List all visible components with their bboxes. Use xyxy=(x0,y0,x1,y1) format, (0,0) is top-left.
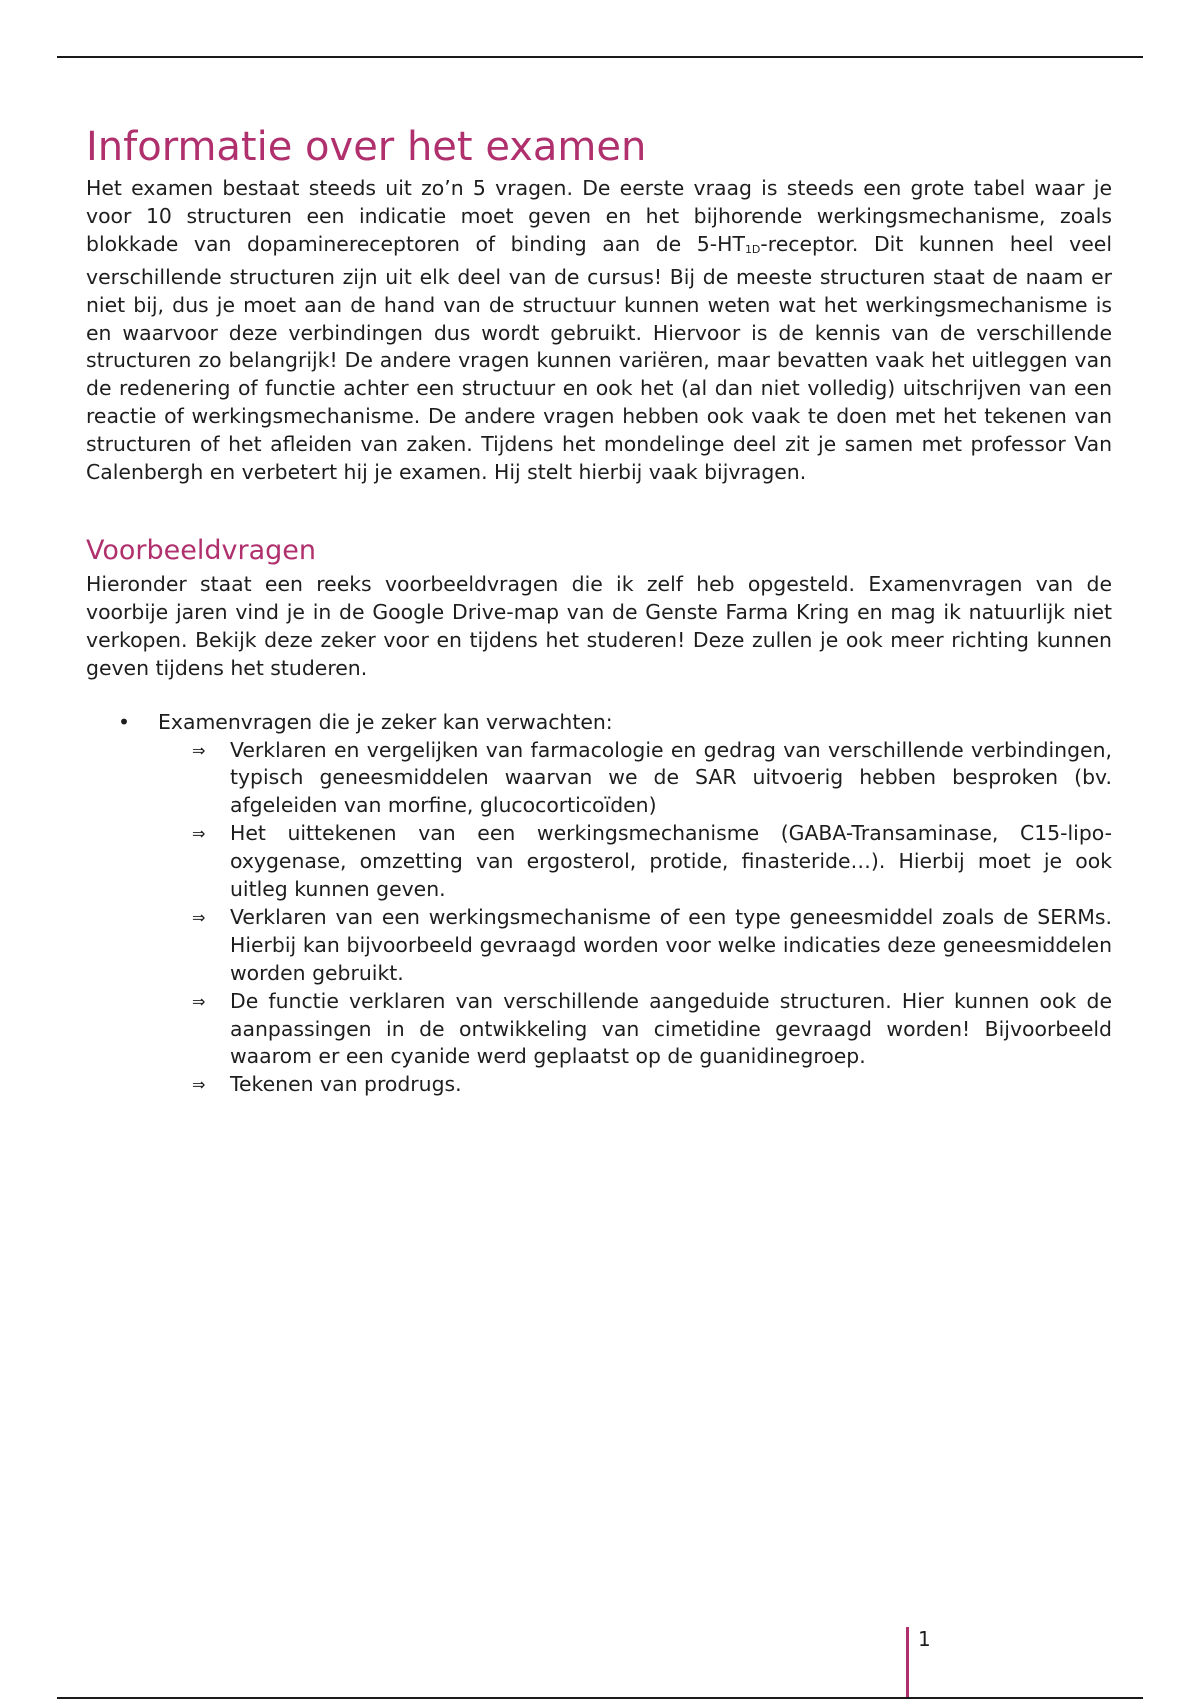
sub-list xyxy=(158,737,1112,1100)
sub-item-text: Het uittekenen van een werkingsmechanisme (GABA-Transaminase, C15-lipo-oxygenase, omzetting van ergosterol, protide, finasteride…). Hierbij moet je ook uitleg kunnen geven. xyxy=(230,821,1112,902)
sub-item-text: Verklaren en vergelijken van farmacologie en gedrag van verschillende verbindingen, typisch geneesmiddelen waarvan we de SAR uitvoerig hebben besproken (bv. afgeleiden van morfine, glucocorticoïden) xyxy=(230,737,1112,818)
sub-item-text: Tekenen van prodrugs. xyxy=(230,1072,462,1097)
sub-list-item xyxy=(158,820,1112,904)
arrow-right-icon: ⇒ xyxy=(192,991,206,1011)
bullet-item xyxy=(86,709,1112,1100)
bullet-dot-icon: • xyxy=(118,709,131,734)
bullet-text: Examenvragen die je zeker kan verwachten: xyxy=(158,709,613,734)
footer-accent-bar xyxy=(906,1627,909,1697)
sub-list-item xyxy=(158,737,1112,821)
page-title: Informatie over het examen xyxy=(86,124,647,170)
intro-paragraph xyxy=(86,175,1112,487)
receptor-subscript: 1D xyxy=(744,242,761,256)
sub-list-item xyxy=(158,988,1112,1072)
section-heading: Voorbeeldvragen xyxy=(86,534,317,566)
sub-list-item xyxy=(158,1071,1112,1099)
page-content xyxy=(86,119,1112,1099)
intro-text-part-2: -receptor. Dit kunnen heel veel verschillende structuren zijn uit elk deel van de cursus! Bij de meeste structuren staat de naam er niet bij, dus je moet aan de hand van de structuur kunnen weten wat het werkingsmechanisme is en waarvoor deze verbindingen dus wordt gebruikt. Hiervoor is de kennis van de verschillende structuren zo belangrijk! De andere vragen kunnen variëren, maar bevatten vaak het uitleggen van de redenering of functie achter een structuur en ook het (al dan niet volledig) uitschrijven van een reactie of werkingsmechanisme. De andere vragen hebben ook vaak te doen met het tekenen van structuren of het afleiden van zaken. Tijdens het mondelinge deel zit je samen met professor Van Calenbergh en verbetert hij je examen. Hij stelt hierbij vaak bijvragen. xyxy=(86,231,1112,485)
sub-item-text: De functie verklaren van verschillende aangeduide structuren. Hier kunnen ook de aanpassingen in de ontwikkeling van cimetidine gevraagd worden! Bijvoorbeeld waarom er een cyanide werd geplaatst op de guanidinegroep. xyxy=(230,988,1112,1069)
arrow-right-icon: ⇒ xyxy=(192,824,206,844)
bullet-list xyxy=(86,709,1112,1100)
sub-list-item xyxy=(158,904,1112,988)
header-rule xyxy=(57,56,1143,58)
section-paragraph: Hieronder staat een reeks voorbeeldvragen die ik zelf heb opgesteld. Examenvragen van de voorbije jaren vind je in de Google Drive-map van de Genste Farma Kring en mag ik natuurlijk niet verkopen. Bekijk deze zeker voor en tijdens het studeren! Deze zullen je ook meer richting kunnen geven tijdens het studeren. xyxy=(86,571,1112,680)
footer-rule xyxy=(57,1697,1143,1699)
intro-text-part-1: Het examen bestaat steeds uit zo’n 5 vragen. De eerste vraag is steeds een grote tabel waar je voor 10 structuren een indicatie moet geven en het bijhorende werkingsmechanisme, zoals blokkade van dopaminereceptoren of binding aan de 5-HT xyxy=(86,176,1112,256)
arrow-right-icon: ⇒ xyxy=(192,1075,206,1095)
sub-item-text: Verklaren van een werkingsmechanisme of een type geneesmiddel zoals de SERMs. Hierbij kan bijvoorbeeld gevraagd worden voor welke indicaties deze geneesmiddelen worden gebruikt. xyxy=(230,904,1112,985)
page-number: 1 xyxy=(918,1627,931,1651)
arrow-right-icon: ⇒ xyxy=(192,740,206,760)
arrow-right-icon: ⇒ xyxy=(192,907,206,927)
